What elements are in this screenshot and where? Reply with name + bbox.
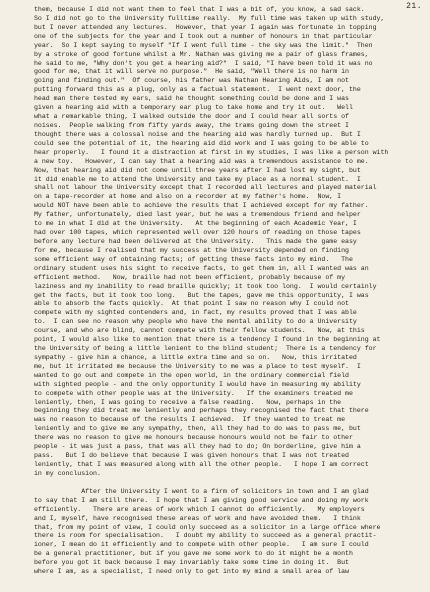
text-line: efficiently. There are areas of work which I cannot do efficiently. My employers — [34, 505, 365, 513]
text-line: where I am, as a specialist, I need only to get into my mind a small area of law — [34, 568, 349, 576]
text-line: what a remarkable thing, I walked outside the door and I could hear all sorts of — [34, 113, 349, 121]
text-line: laziness and my inability to read braille quickly; it took too long. I would certainly — [34, 282, 377, 290]
page-number: 21. — [406, 2, 422, 11]
text-line: was no reason to because of the results I achieved. If they wanted to treat me — [34, 416, 346, 424]
text-line: course, and who are blind, cannot compete with their fellow students. Now, at this — [34, 327, 365, 335]
text-line: given a hearing aid with a temporary ear plug to take home and try it out. Well — [34, 104, 353, 112]
text-line: but I never attended any lectures. However, that year I again was fortunate in topping — [34, 23, 377, 31]
text-line: wanted to go out and compete in the open world, in the ordinary commercial field — [34, 371, 349, 379]
text-line: leniently, that I was measured along with all the other people. I hope I am correct — [34, 461, 369, 469]
text-line: before you got it back because I may invariably take some time in doing it. But — [34, 559, 349, 567]
text-line: year. So I kept saying to myself "If I went full time - the sky was the limit." Then — [34, 41, 373, 49]
text-line: by a stroke of good fortune whilst a Mr. Nathan was giving me a pair of glass frames, — [34, 50, 369, 58]
text-line: would NOT have been able to achieve the results that I achieved except for my father. — [34, 202, 369, 210]
text-line: point, I would also like to mention that there is a tendency I found in the beginning at — [34, 336, 381, 344]
text-line: on a tape-recorder at home and also on a recorder at my father's home. Now, I — [34, 193, 342, 201]
text-line: going and finding out." Of course, his father was Nathan Hearing Aids, I am not — [34, 77, 349, 85]
text-line: could see the potential of it, the hearing aid did work and I was going to be able to — [34, 139, 369, 147]
text-line: head man there tested my ears, said he thought something could be done and I was — [34, 95, 349, 103]
text-line: ioner, I mean do it efficiently and to compete with other people. I am sure I could — [34, 541, 369, 549]
text-line: a new toy. However, I can say that a hearing aid was a tremendous assistance to me. — [34, 157, 369, 165]
text-line: pass. But I do believe that because I was given honours that I was not treated — [34, 452, 349, 460]
text-line: My father, unfortunately, died last year, but he was a tremendous friend and helper — [34, 211, 361, 219]
text-line: get the facts, but it took too long. But the tapes, gave me this opportunity, I was — [34, 291, 369, 299]
text-line: before any lecture had been delivered at the University. This made the game easy — [34, 237, 357, 245]
text-line: shall not labour the University except that I recorded all lectures and played material — [34, 184, 377, 192]
text-line: leniently and to give me any sympathy, then, all they had to do was to pass me, but — [34, 425, 361, 433]
text-line: to say that I am still there. I hope that I am giving good service and doing my work — [34, 496, 369, 504]
text-line: to compete with other people was at the University. If the examiners treated me — [34, 389, 353, 397]
text-line: So I did not go to the University fulltime really. My full time was taken up with study, — [34, 14, 385, 22]
text-line: with sighted people - and the only opportunity I would have in measuring my ability — [34, 380, 361, 388]
text-line: thought there was a colossal noise and the hearing aid was hardly turned up. But I — [34, 130, 361, 138]
text-line: be a general practitioner, but if you gave me some work to do it might be a month — [34, 550, 353, 558]
text-line: in my conclusion. — [34, 469, 101, 477]
text-line: it did enable me to attend the University and take my place as a normal student. I — [34, 175, 361, 183]
text-line: able to absorb the facts quickly. At that point I saw no reason why I could not — [34, 300, 349, 308]
text-line: there was no reason to give me honours because honours would not be fair to other — [34, 434, 353, 442]
text-line: noises. People walking from fifty yards away, the trams going down the street I — [34, 121, 349, 129]
body-text — [34, 6, 399, 577]
text-line: people - it was just a pass, that was all they had to do; On borderline, give him a — [34, 443, 361, 451]
text-line: beginning they did treat me leniently and perhaps they recognised the fact that there — [34, 407, 369, 415]
text-line: compete with my sighted contenders and, in fact, my results proved that I was able — [34, 309, 357, 317]
text-line: good for me, that it will serve no purpose." He said, "Well there is no harm in — [34, 68, 349, 76]
text-line: and I, myself, have recognised these areas of work and have avoided them. I think — [34, 514, 361, 522]
text-line: putting forward this as a plug, only as a factual statement. I went next door, the — [34, 86, 361, 94]
text-line: sympathy - give him a chance, a little extra time and so on. Now, this irritated — [34, 353, 357, 361]
text-line: to me in what I did at the University. At the beginning of each Academic Year, I — [34, 220, 357, 228]
text-line: efficient method. Now, braille had not been efficient, probably because of my — [34, 273, 346, 281]
paragraph — [34, 6, 399, 479]
text-line: had over 100 tapes, which represented well over 120 hours of reading on those tapes — [34, 229, 361, 237]
text-line: leniently, then, I was going to receive a false reading. Now, perhaps in the — [34, 398, 342, 406]
text-line: the University of being a little lenient to the blind student; There is a tendency for — [34, 345, 377, 353]
text-line: for me, because I realised that my success at the University depended on finding — [34, 246, 349, 254]
text-line: me, but it irritated me because the University to me was a place to test myself. I — [34, 362, 361, 370]
text-line: them, because I did not want them to feel that I was a bit of, you know, a sad sack. — [34, 6, 365, 13]
text-line: some efficient way of obtaining facts; of getting these facts into my mind. The — [34, 255, 353, 263]
text-line: he said to me, "Why don't you get a hearing aid?" I said, "I have been told it was no — [34, 59, 373, 67]
text-line: ordinary student uses his sight to receive facts, to get them in, all I wanted was an — [34, 264, 369, 272]
text-line: hear properly. I found it a distraction at first in my studies, I was like a person with — [34, 148, 389, 156]
paragraph — [34, 488, 399, 577]
text-line: there is room for specialisation. I doubt my ability to succeed as a general practit- — [34, 532, 377, 540]
text-line: Now, that hearing aid did not come until three years after I had lost my sight, but — [34, 166, 361, 174]
text-line: to. I can see no reason why people who have the mental ability to do a University — [34, 318, 357, 326]
text-line: one of the subjects for the year and I took out a number of honours in that particular — [34, 32, 373, 40]
text-line: that, from my point of view, I could only succeed as a solicitor in a large office where — [34, 523, 381, 531]
text-line: After the University I went to a firm of solicitors in town and I am glad — [34, 487, 369, 495]
